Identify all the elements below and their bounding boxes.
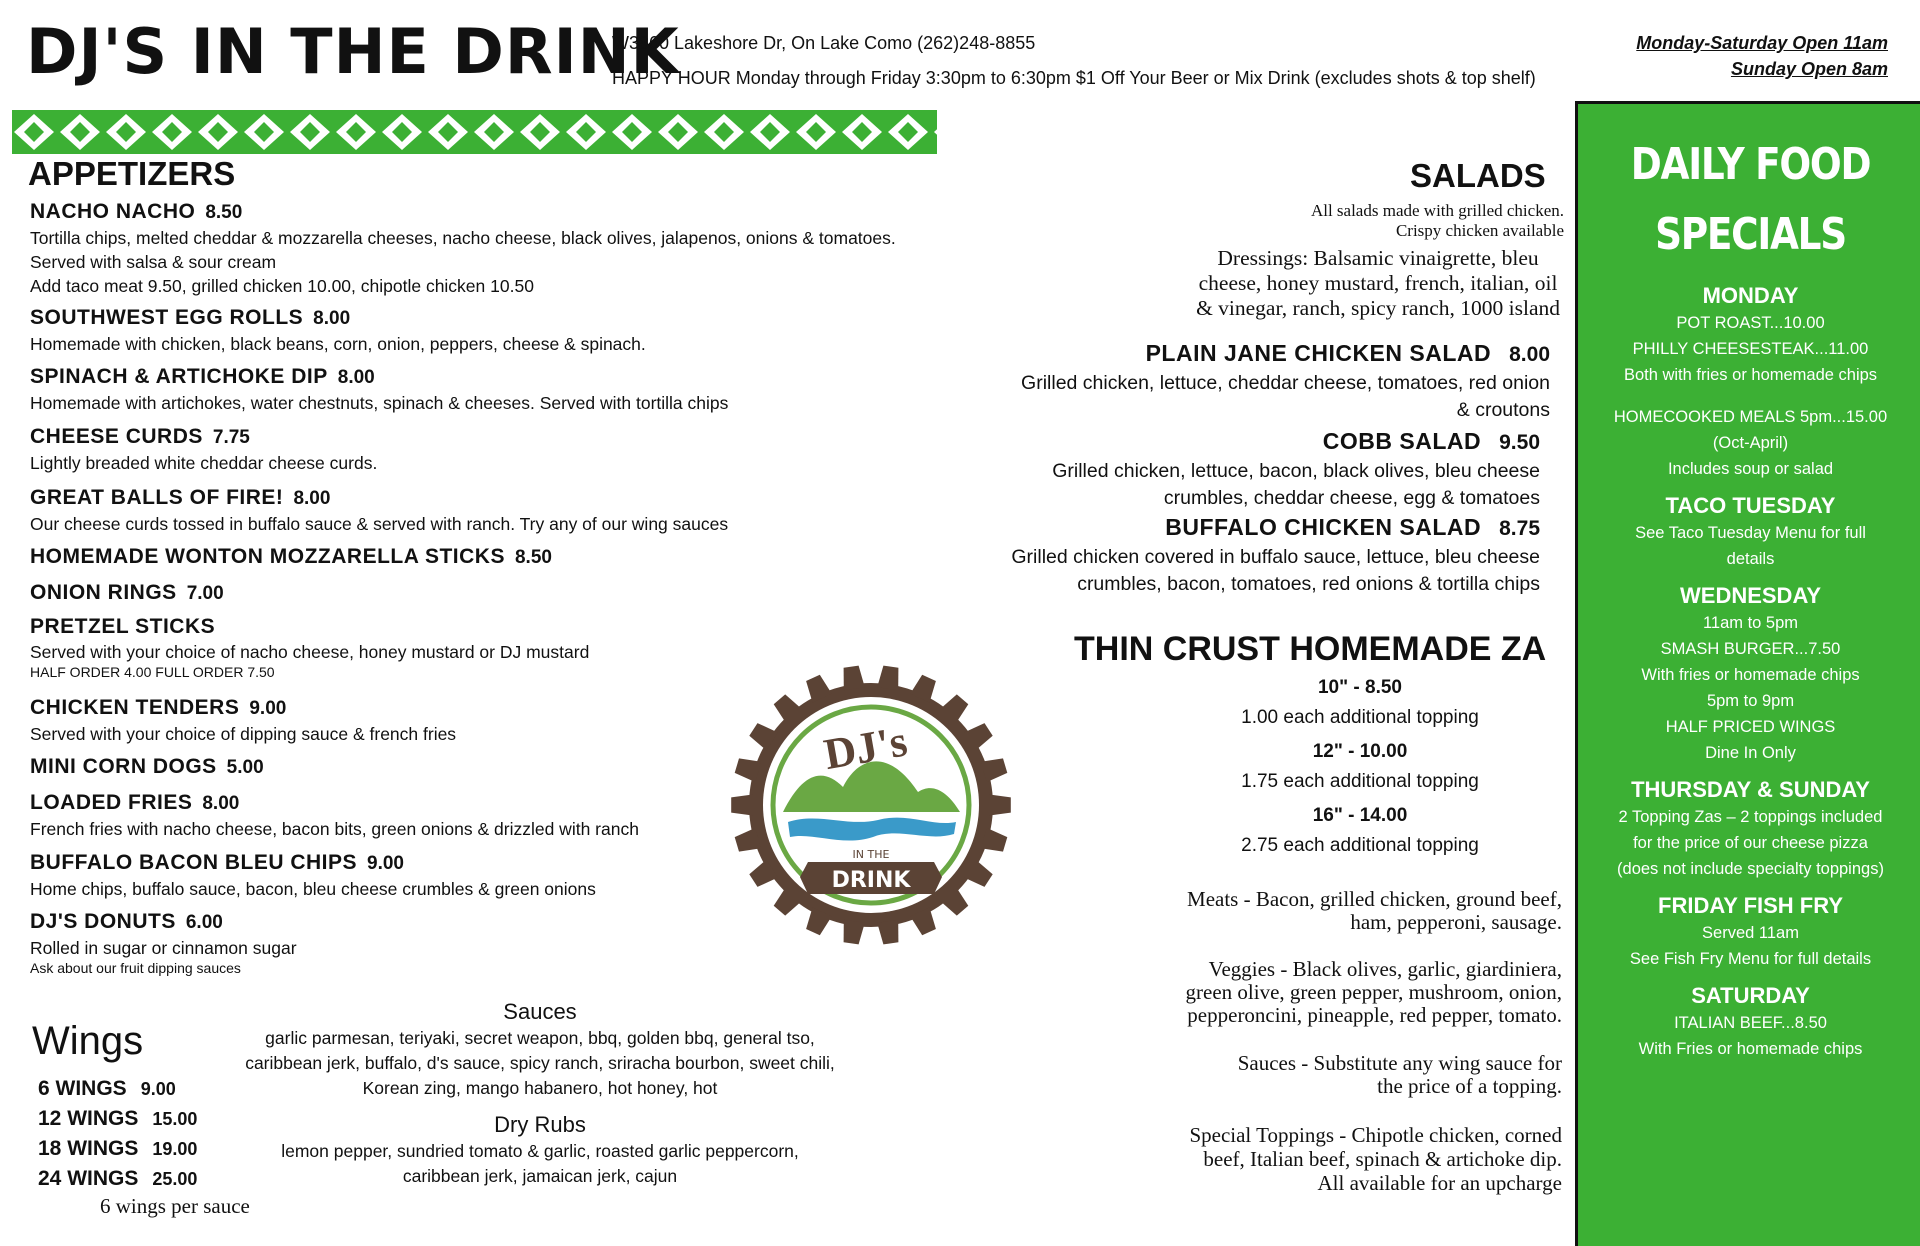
item-small-note: HALF ORDER 4.00 FULL ORDER 7.50 xyxy=(30,664,275,680)
item-description: Grilled chicken, lettuce, cheddar cheese, tomatoes, red onion xyxy=(1021,372,1550,394)
item-description: Lightly breaded white cheddar cheese curds. xyxy=(30,453,378,473)
djs-logo xyxy=(728,662,1014,948)
item-price: 8.50 xyxy=(514,547,552,568)
logo-text-banner: DRINK xyxy=(831,868,911,893)
day-name: TACO TUESDAY xyxy=(1665,493,1836,518)
special-line: for the price of our cheese pizza xyxy=(1633,834,1868,852)
menu-item xyxy=(30,364,930,415)
item-description: French fries with nacho cheese, bacon bits, green onions & drizzled with ranch xyxy=(30,819,639,839)
special-day xyxy=(1578,282,1920,482)
special-line: PHILLY CHEESESTEAK...11.00 xyxy=(1632,340,1869,358)
salads-note xyxy=(1311,201,1564,241)
wing-count: 18 WINGS xyxy=(38,1137,139,1160)
menu-item xyxy=(30,199,930,298)
pizza-veggies xyxy=(1186,958,1562,1027)
day-name: MONDAY xyxy=(1702,283,1799,308)
item-name: PRETZEL STICKS xyxy=(30,615,216,638)
special-line: POT ROAST...10.00 xyxy=(1676,314,1825,332)
item-price: 7.00 xyxy=(186,583,224,604)
special-line: Special Toppings - Chipotle chicken, corned xyxy=(1189,1123,1562,1147)
sauces-line: caribbean jerk, buffalo, d's sauce, spicy ranch, sriracha bourbon, sweet chili, xyxy=(245,1053,835,1073)
menu-item xyxy=(30,424,930,475)
menu-item xyxy=(30,305,930,356)
special-day xyxy=(1578,492,1920,572)
pizza-sauces xyxy=(1238,1052,1562,1098)
specials-heading: DAILY FOOD xyxy=(1630,139,1871,190)
item-price: 8.50 xyxy=(205,202,243,223)
menu-item xyxy=(30,544,930,571)
item-price: 8.00 xyxy=(202,793,240,814)
item-name: DJ'S DONUTS xyxy=(30,910,176,933)
meats-line: ham, pepperoni, sausage. xyxy=(1350,910,1562,934)
item-name: NACHO NACHO xyxy=(30,200,196,223)
topping-price: 1.00 each additional topping xyxy=(1241,707,1479,728)
rubs-line: lemon pepper, sundried tomato & garlic, roasted garlic peppercorn, xyxy=(281,1141,799,1161)
special-line: See Fish Fry Menu for full details xyxy=(1629,950,1872,968)
item-name: LOADED FRIES xyxy=(30,791,193,814)
item-price: 5.00 xyxy=(226,757,264,778)
special-line: details xyxy=(1726,550,1775,568)
wing-count: 12 WINGS xyxy=(38,1107,139,1130)
salad-dressings xyxy=(1196,246,1560,321)
specials-heading: SPECIALS xyxy=(1655,209,1846,260)
wing-row xyxy=(38,1074,197,1104)
appetizers-list xyxy=(30,199,930,298)
pizza-size xyxy=(1160,673,1560,703)
decorative-stripe xyxy=(12,110,937,154)
special-line: See Taco Tuesday Menu for full xyxy=(1635,524,1866,542)
item-price: 7.75 xyxy=(212,427,250,448)
special-line: Served 11am xyxy=(1702,924,1799,942)
item-description: Served with your choice of dipping sauce & french fries xyxy=(30,724,457,744)
rubs-line: caribbean jerk, jamaican jerk, cajun xyxy=(402,1166,678,1186)
wing-count: 24 WINGS xyxy=(38,1167,139,1190)
wing-count: 6 WINGS xyxy=(38,1077,127,1100)
special-line: Both with fries or homemade chips xyxy=(1623,366,1878,384)
veggies-line: green olive, green pepper, mushroom, onion, xyxy=(1185,980,1562,1004)
item-extra: Add taco meat 9.50, grilled chicken 10.00, chipotle chicken 10.50 xyxy=(30,276,534,296)
appetizers-heading: APPETIZERS xyxy=(28,155,236,192)
menu-item xyxy=(30,485,930,536)
day-name: SATURDAY xyxy=(1691,983,1810,1008)
special-line: HALF PRICED WINGS xyxy=(1665,718,1836,736)
sauces-line: Korean zing, mango habanero, hot honey, hot xyxy=(362,1078,718,1098)
size-price: 16" - 14.00 xyxy=(1312,805,1408,826)
special-line: HOMECOOKED MEALS 5pm...15.00 xyxy=(1613,408,1888,426)
item-name: SPINACH & ARTICHOKE DIP xyxy=(30,365,328,388)
wing-price: 15.00 xyxy=(152,1109,198,1129)
special-day xyxy=(1578,892,1920,972)
veggies-line: pepperoncini, pineapple, red pepper, tomato. xyxy=(1187,1003,1562,1027)
special-line: (Oct-April) xyxy=(1712,434,1789,452)
item-price: 6.00 xyxy=(185,912,223,933)
item-name: HOMEMADE WONTON MOZZARELLA STICKS xyxy=(30,545,505,568)
special-day xyxy=(1578,982,1920,1062)
day-name: WEDNESDAY xyxy=(1680,583,1821,608)
item-name: MINI CORN DOGS xyxy=(30,755,217,778)
dry-rubs-heading: Dry Rubs xyxy=(494,1112,586,1137)
topping-price: 2.75 each additional topping xyxy=(1241,835,1479,856)
pizza-size xyxy=(1160,737,1560,767)
wing-row xyxy=(38,1104,197,1134)
salad-item xyxy=(850,338,1550,424)
special-line: 11am to 5pm xyxy=(1702,614,1799,632)
wing-row xyxy=(38,1134,197,1164)
wing-price: 25.00 xyxy=(152,1169,198,1189)
day-name: FRIDAY FISH FRY xyxy=(1658,893,1843,918)
item-description: & croutons xyxy=(1456,399,1550,421)
special-line: 2 Topping Zas – 2 toppings included xyxy=(1618,808,1883,826)
item-name: ONION RINGS xyxy=(30,581,177,604)
special-line: ITALIAN BEEF...8.50 xyxy=(1674,1014,1827,1032)
special-line: All available for an upcharge xyxy=(1317,1171,1562,1195)
pizza-sauces-line: the price of a topping. xyxy=(1377,1074,1562,1098)
item-name: SOUTHWEST EGG ROLLS xyxy=(30,306,304,329)
logo-text-small: IN THE xyxy=(852,848,890,861)
item-description: Grilled chicken, lettuce, bacon, black olives, bleu cheese xyxy=(1052,460,1540,482)
pizza-size xyxy=(1160,801,1560,831)
special-day xyxy=(1578,776,1920,882)
item-name: CHEESE CURDS xyxy=(30,425,203,448)
item-price: 9.00 xyxy=(367,853,404,874)
item-description: Homemade with artichokes, water chestnuts, spinach & cheeses. Served with tortilla chips xyxy=(30,393,729,413)
special-line: SMASH BURGER...7.50 xyxy=(1660,640,1841,658)
size-price: 12" - 10.00 xyxy=(1312,741,1408,762)
wings-prices xyxy=(38,1074,197,1194)
item-price: 9.50 xyxy=(1499,431,1540,454)
item-description: Our cheese curds tossed in buffalo sauce & served with ranch. Try any of our wing sauces xyxy=(30,514,729,534)
item-name: COBB SALAD xyxy=(1322,428,1482,454)
meats-line: Meats - Bacon, grilled chicken, ground beef, xyxy=(1187,887,1562,911)
hours-weekday: Monday-Saturday Open 11am xyxy=(1636,33,1888,53)
special-line: With fries or homemade chips xyxy=(1641,666,1860,684)
happy-hour-line: HAPPY HOUR Monday through Friday 3:30pm to 6:30pm $1 Off Your Beer or Mix Drink (excludes shots & top shelf) xyxy=(612,68,1536,88)
item-small-note: Ask about our fruit dipping sauces xyxy=(30,960,241,976)
wings-note: 6 wings per sauce xyxy=(100,1194,250,1218)
sauces-heading: Sauces xyxy=(503,999,577,1024)
item-description: Homemade with chicken, black beans, corn, onion, peppers, cheese & spinach. xyxy=(30,334,646,354)
special-day xyxy=(1578,582,1920,766)
item-name: GREAT BALLS OF FIRE! xyxy=(30,486,284,509)
pizza-heading: THIN CRUST HOMEMADE ZA xyxy=(1074,630,1547,668)
sauces-line: garlic parmesan, teriyaki, secret weapon, bbq, golden bbq, general tso, xyxy=(265,1028,815,1048)
salads-note-line: All salads made with grilled chicken. xyxy=(1310,201,1564,220)
hours-sunday: Sunday Open 8am xyxy=(1730,59,1888,79)
topping-price: 1.75 each additional topping xyxy=(1241,771,1479,792)
item-name: BUFFALO CHICKEN SALAD xyxy=(1165,514,1482,540)
salads-heading: SALADS xyxy=(1410,157,1546,194)
wings-heading: Wings xyxy=(32,1019,144,1063)
pizza-meats xyxy=(1187,888,1562,934)
salad-item xyxy=(840,512,1540,598)
size-price: 10" - 8.50 xyxy=(1317,677,1402,698)
item-description: Tortilla chips, melted cheddar & mozzarella cheeses, nacho cheese, black olives, jalapenos, onions & tomatoes. Served with salsa & sour cream xyxy=(30,228,896,272)
wing-price: 9.00 xyxy=(140,1079,176,1099)
salad-item xyxy=(840,426,1540,512)
logo-text-top: DJ's xyxy=(820,716,911,780)
salads-note-line: Crispy chicken available xyxy=(1395,221,1564,240)
item-price: 8.00 xyxy=(293,488,331,509)
item-name: PLAIN JANE CHICKEN SALAD xyxy=(1145,340,1492,366)
daily-specials-panel xyxy=(1575,101,1920,1246)
pizza-special-toppings xyxy=(1189,1123,1562,1195)
veggies-line: Veggies - Black olives, garlic, giardiniera, xyxy=(1208,957,1562,981)
special-line: (does not include specialty toppings) xyxy=(1617,860,1884,878)
dressings-line: Dressings: Balsamic vinaigrette, bleu xyxy=(1217,246,1539,270)
restaurant-title: DJ'S IN THE DRINK xyxy=(26,15,680,88)
item-price: 8.75 xyxy=(1499,517,1540,540)
item-description: Grilled chicken covered in buffalo sauce, lettuce, bleu cheese xyxy=(1011,546,1540,568)
item-price: 8.00 xyxy=(337,367,375,388)
special-line: 5pm to 9pm xyxy=(1706,692,1795,710)
address-line: W3860 Lakeshore Dr, On Lake Como (262)248-8855 xyxy=(612,33,1036,53)
item-description: Served with your choice of nacho cheese, honey mustard or DJ mustard xyxy=(30,642,590,662)
opening-hours xyxy=(1636,30,1888,82)
item-name: CHICKEN TENDERS xyxy=(30,696,240,719)
item-description: crumbles, bacon, tomatoes, red onions & tortilla chips xyxy=(1077,573,1540,595)
dressings-line: & vinegar, ranch, spicy ranch, 1000 island xyxy=(1196,296,1560,320)
special-line: Dine In Only xyxy=(1705,744,1796,762)
dressings-line: cheese, honey mustard, french, italian, oil xyxy=(1198,271,1558,295)
item-description: Home chips, buffalo sauce, bacon, bleu cheese crumbles & green onions xyxy=(30,879,596,899)
item-price: 8.00 xyxy=(1509,343,1550,366)
wing-sauces xyxy=(190,998,890,1189)
item-name: BUFFALO BACON BLEU CHIPS xyxy=(30,851,357,874)
day-name: THURSDAY & SUNDAY xyxy=(1631,777,1870,802)
pizza-sauces-line: Sauces - Substitute any wing sauce for xyxy=(1237,1051,1562,1075)
wing-price: 19.00 xyxy=(152,1139,198,1159)
wing-row xyxy=(38,1164,197,1194)
item-price: 8.00 xyxy=(313,308,351,329)
item-price: 9.00 xyxy=(249,698,287,719)
item-description: crumbles, cheddar cheese, egg & tomatoes xyxy=(1163,487,1540,509)
item-description: Rolled in sugar or cinnamon sugar xyxy=(30,938,297,958)
special-line: Includes soup or salad xyxy=(1667,460,1834,478)
pizza-sizes xyxy=(1160,673,1560,861)
special-line: beef, Italian beef, spinach & artichoke dip. xyxy=(1203,1147,1562,1171)
special-line: With Fries or homemade chips xyxy=(1638,1040,1863,1058)
menu-item xyxy=(30,580,930,607)
